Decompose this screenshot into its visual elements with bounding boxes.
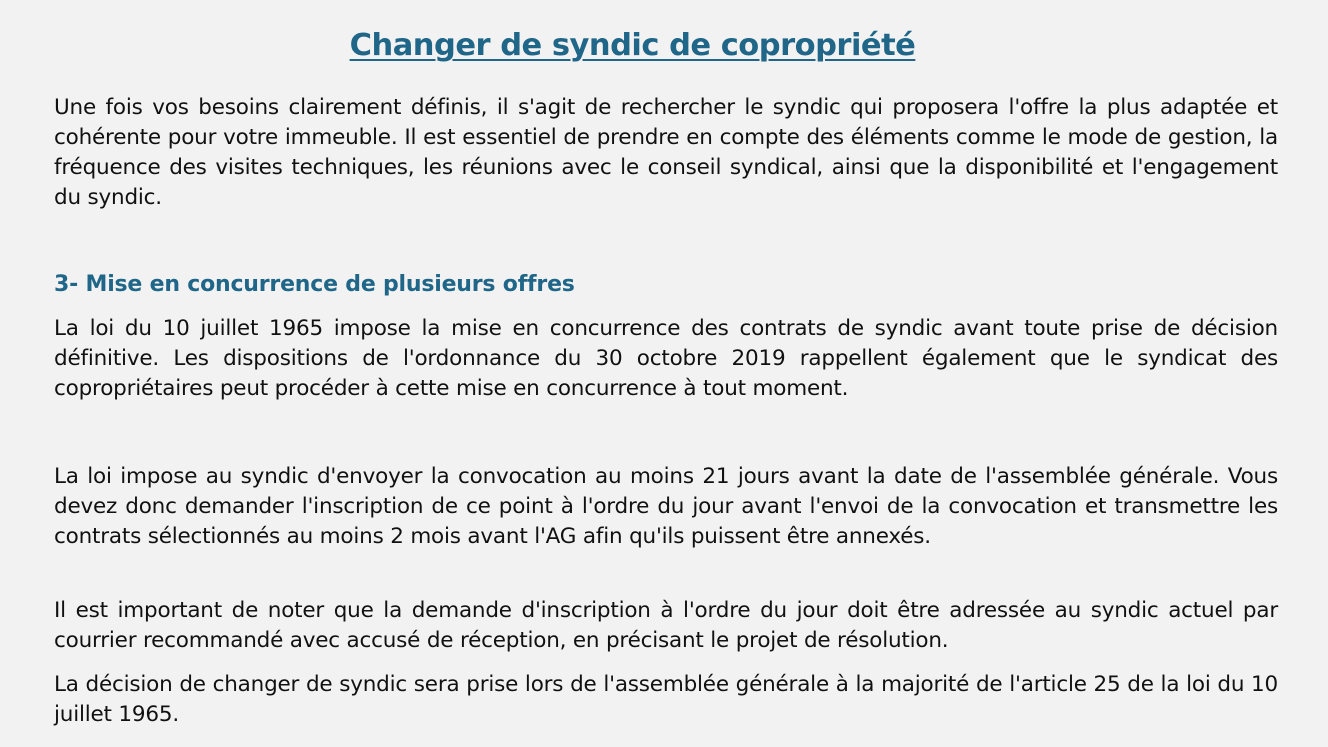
paragraph-majority-vote: La décision de changer de syndic sera prise lors de l'assemblée générale à la majorité de l'article 25 de la loi du 10 juillet 1965. xyxy=(54,672,1278,727)
paragraph-convocation-deadline: La loi impose au syndic d'envoyer la convocation au moins 21 jours avant la date de l'assemblée générale. Vous devez donc demander l'inscription de ce point à l'ordre du jour avant l'envoi de la convocation et transmettre les contrats sélectionnés au moins 2 mois avant l'AG afin qu'ils puissent être annexés. xyxy=(54,464,1278,549)
intro-paragraph: Une fois vos besoins clairement définis, il s'agit de rechercher le syndic qui proposera l'offre la plus adaptée et cohérente pour votre immeuble. Il est essentiel de prendre en compte des éléments comme le mode de gestion, la fréquence des visites techniques, les réunions avec le conseil syndical, ainsi que la disponibilité et l'engagement du syndic. xyxy=(54,95,1278,210)
page-title: Changer de syndic de copropriété xyxy=(349,28,916,63)
paragraph-law-competition: La loi du 10 juillet 1965 impose la mise en concurrence des contrats de syndic avant toute prise de décision définitive. Les dispositions de l'ordonnance du 30 octobre 2019 rappellent également que le syndicat des copropriétaires peut procéder à cette mise en concurrence à tout moment. xyxy=(54,316,1278,401)
paragraph-registered-letter: Il est important de noter que la demande d'inscription à l'ordre du jour doit être adressée au syndic actuel par courrier recommandé avec accusé de réception, en précisant le projet de résolution. xyxy=(54,598,1278,653)
section-heading: 3- Mise en concurrence de plusieurs offres xyxy=(54,272,575,297)
